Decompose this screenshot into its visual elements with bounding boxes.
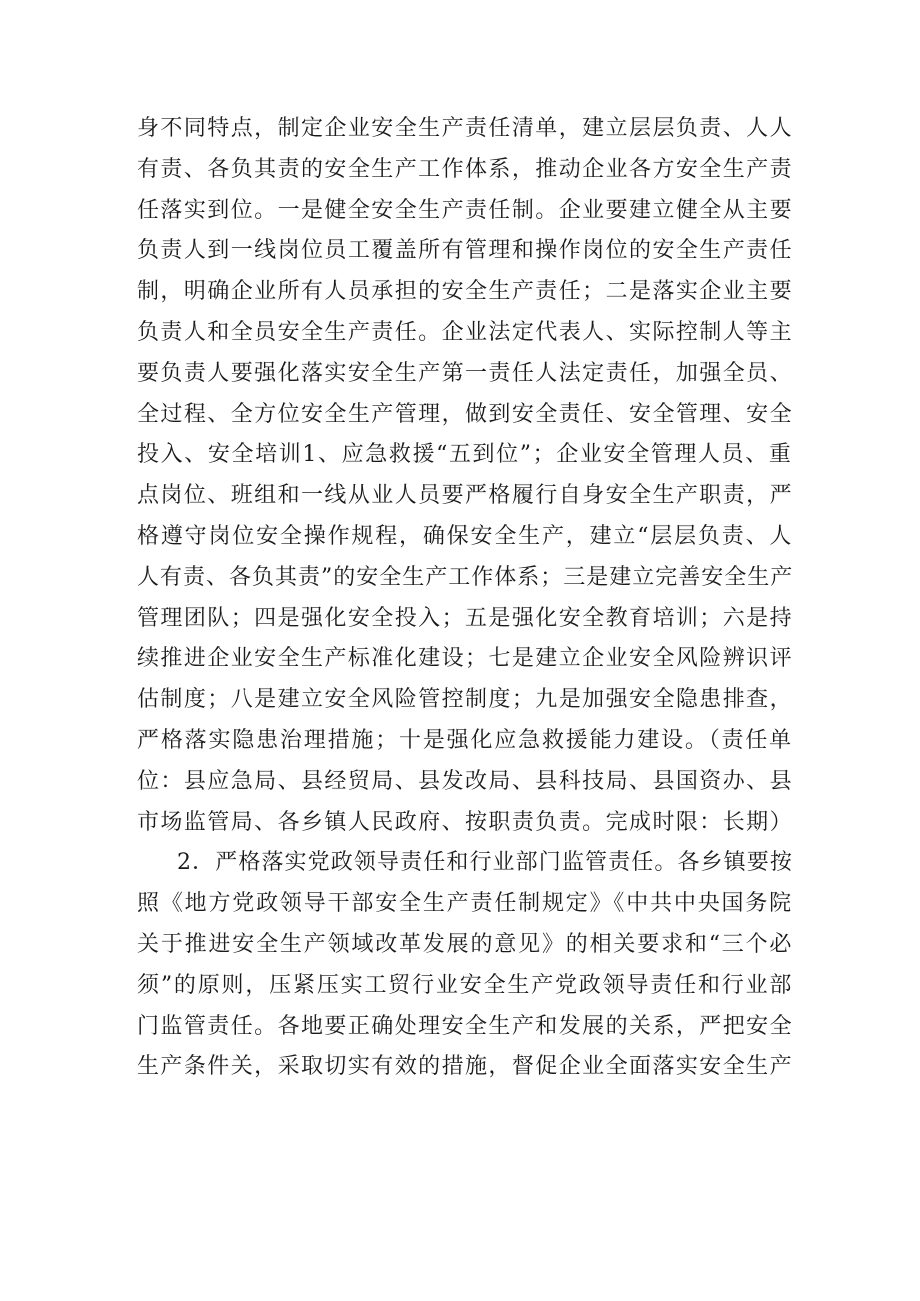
text-line: 投入、安全培训1、应急救援“五到位”；企业安全管理人员、重 bbox=[137, 442, 793, 468]
text-line: 管理团队；四是强化安全投入；五是强化安全教育培训；六是持 bbox=[137, 605, 794, 631]
text-line: 负责人到一线岗位员工覆盖所有管理和操作岗位的安全生产责任 bbox=[137, 238, 794, 264]
text-line: 全过程、全方位安全生产管理，做到安全责任、安全管理、安全 bbox=[137, 401, 794, 427]
text-line: 有责、各负其责的安全生产工作体系，推动企业各方安全生产责 bbox=[137, 156, 794, 182]
text-line: 照《地方党政领导干部安全生产责任制规定》《中共中央国务院 bbox=[137, 891, 793, 917]
text-line: 生产条件关，采取切实有效的措施，督促企业全面落实安全生产 bbox=[137, 1054, 794, 1080]
text-line: 估制度；八是建立安全风险管控制度；九是加强安全隐患排查， bbox=[137, 687, 794, 713]
text-line: 身不同特点，制定企业安全生产责任清单，建立层层负责、人人 bbox=[137, 116, 794, 141]
text-line: 2．严格落实党政领导责任和行业部门监管责任。各乡镇要按 bbox=[177, 850, 793, 876]
text-line: 市场监管局、各乡镇人民政府、按职责负责。完成时限：长期） bbox=[137, 809, 794, 835]
text-line: 负责人和全员安全生产责任。企业法定代表人、实际控制人等主 bbox=[137, 320, 794, 345]
text-line: 人有责、各负其责”的安全生产工作体系；三是建立完善安全生产 bbox=[137, 564, 794, 590]
text-line: 位：县应急局、县经贸局、县发改局、县科技局、县国资办、县 bbox=[137, 768, 794, 794]
text-line: 格遵守岗位安全操作规程，确保安全生产，建立“层层负责、人 bbox=[137, 524, 794, 549]
text-line: 须”的原则，压紧压实工贸行业安全生产党政领导责任和行业部 bbox=[137, 972, 794, 998]
text-line: 门监管责任。各地要正确处理安全生产和发展的关系，严把安全 bbox=[137, 1013, 794, 1039]
text-line: 续推进企业安全生产标准化建设；七是建立企业安全风险辨识评 bbox=[137, 646, 794, 672]
text-line: 点岗位、班组和一线从业人员要严格履行自身安全生产职责，严 bbox=[137, 483, 794, 509]
text-line: 严格落实隐患治理措施；十是强化应急救援能力建设。（责任单 bbox=[137, 728, 793, 753]
text-line: 制，明确企业所有人员承担的安全生产责任；二是落实企业主要 bbox=[137, 279, 794, 305]
text-line: 任落实到位。一是健全安全生产责任制。企业要建立健全从主要 bbox=[137, 197, 794, 223]
text-line: 关于推进安全生产领域改革发展的意见》的相关要求和“三个必 bbox=[137, 932, 794, 957]
text-line: 要负责人要强化落实安全生产第一责任人法定责任，加强全员、 bbox=[137, 360, 794, 386]
